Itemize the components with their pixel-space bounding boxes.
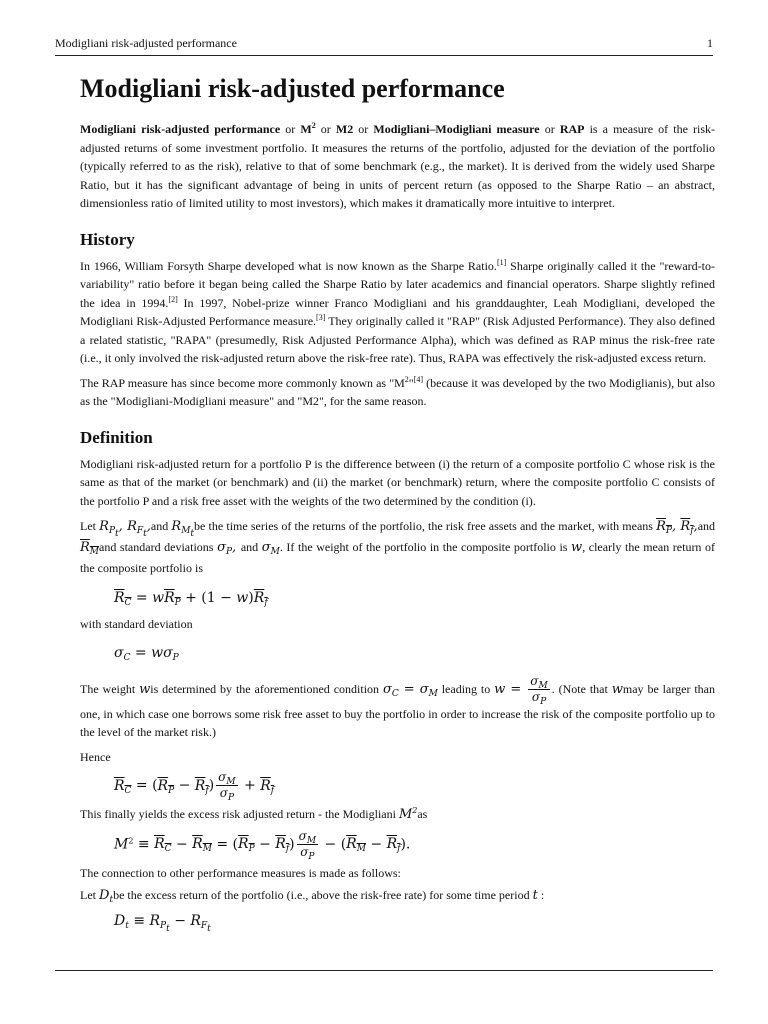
definition-let-paragraph: Let $R_{P_t}$, $R_{F_t},and$ $R_{M_t}be$ the time series of the returns of the portfolio, the risk free assets and the market, with means $R_P$, $R_f,and$ $R_Mand$ standard deviations $\sigma_P$, and $\sigma_M$. If the weight of the portfolio in the composite portfolio is w, clearly the mean return of the composite portfolio is [80,519,716,575]
formula-inline: $\sigma_C = \sigma_M$ [382,681,438,699]
ref-link-1[interactable]: [1] [496,257,507,267]
equation-m-squared: $M^2 \equiv R_C - R_M = (R_P - R_f)$ $\frac{\sigma_M}{\sigma_P}$ − $(R_M - R_f)$. [114,828,411,862]
hence-text: Hence [80,749,111,764]
with-sd-text: with standard deviation [80,617,193,631]
section-heading-definition: Definition [80,427,153,447]
formula-inline: $R_M$ [80,540,100,557]
formula-inline: w = $\frac{\sigma_M}{\sigma_P}$ [494,673,548,707]
formula-inline: $R_{P_t}$, $R_{F_t}$, [99,519,151,539]
formula-inline: t [532,888,538,903]
definition-paragraph-1: Modigliani risk-adjusted return for a portfolio P is the difference between (i) the return of a composite portfolio C whose risk is the same as that of the market (or benchmark) and (ii) the market (or benchmark) return, where the composite portfolio C consists of the portfolio P and a risk free asset with the weights of the two determined by the condition (i). [80,456,715,508]
ref-link-3[interactable]: [3] [316,313,326,322]
formula-inline: w [571,540,583,555]
equation-composite-mean: $R_C = wR_P + (1 - w)R_f$ [114,590,268,608]
page-title: Modigliani risk-adjusted performance [80,74,505,103]
formula-inline: w [611,681,623,697]
running-title: Modigliani risk-adjusted performance [55,36,237,50]
equation-composite-return: $R_C = (R_P - R_f)$ $\frac{\sigma_M}{\sigma_P}$ + $R_f$ [114,770,275,803]
intro-paragraph: Modigliani risk-adjusted performance or $M^2$ or M2 or Modigliani–Modigliani measure or RAP is a measure of the risk-adjusted returns of some investment portfolio. It measures the returns of the portfolio, adjusted for the deviation of the portfolio (typically referred to as the risk), relative to that of some benchmark (e.g., the market). It is derived from the widely used Sharpe Ratio, but it has the significant advantage of being in units of percent return (as opposed to the Sharpe Ratio – an abstract, dimensionless ratio of limited utility to most investors), which makes it dramatically more intuitive to interpret. [80,121,716,210]
formula-inline: $R_{M_t}$ [171,519,195,539]
article-body [80,68,715,938]
equation-excess-return: $D_t \equiv R_{P_t} - R_{F_t}$ [114,912,211,934]
term-mm-measure: Modigliani–Modigliani measure [373,122,540,136]
history-paragraph-1: In 1966, William Forsyth Sharpe developed what is now known as the Sharpe Ratio.[1] Sharpe originally called it the "reward-to-variability" ratio before it began being called the Sharpe Ratio by later academics and financial operators. Sharpe slightly refined the idea in 1994.[2] In 1997, Nobel-prize winner Franco Modigliani and his granddaughter, Leah Modigliani, developed the Modigliani Risk-Adjusted Performance measure.[3] They originally called it "RAP" (Risk Adjusted Performance). They also defined a related statistic, "RAPA" (presumedly, Risk Adjusted Performance Alpha), which was defined as RAP minus the risk-free rate (i.e., it only involved the risk-adjusted return above the risk-free rate). Thus, RAPA was effectively the risk-adjusted excess return. [80,257,716,365]
term-rap: RAP [559,122,585,136]
formula-inline: $R_P$, $R_f$, [656,519,698,536]
running-header [55,36,713,51]
formula-inline: $M^2$ [398,806,418,822]
term-m-squared: $M^2$ [300,121,316,136]
ref-link-2[interactable]: [2] [168,294,178,304]
let-excess-return-text: Let $D_tbe$ the excess return of the portfolio (i.e., above the risk-free rate) for some time period t : [80,888,545,905]
footer-rule [55,970,713,971]
term-m2: M2 [335,122,354,136]
formula-inline: $\sigma_M$ [261,540,280,557]
ref-link-4[interactable]: [4] [413,374,424,384]
weight-paragraph: The weight wis determined by the aforementioned condition $\sigma_C = \sigma_M$ leading to w = $\frac{\sigma_M}{\sigma_P}$ . (Note that wmay be larger than one, in which case one borrows some risk free asset to buy the portfolio in order to increase the risk of the composite portfolio up to the level of the market risk.) [80,673,716,739]
connection-text: The connection to other performance measures is made as follows: [80,865,401,880]
page-number: 1 [707,36,713,50]
history-paragraph-2: The RAP measure has since become more commonly known as "$M^2"[4]$ (because it was developed by the two Modiglianis), but also as the "Modigliani-Modigliani measure" and "M2", for the same reason. [80,374,716,408]
header-rule [55,55,713,56]
equation-composite-sd: $\sigma_C = w\sigma_P$ [114,644,179,663]
term-modigliani: Modigliani risk-adjusted performance [80,122,281,136]
section-heading-history: History [80,229,135,249]
formula-inline: $\sigma_P$, [217,540,241,557]
formula-inline: $D_t$ [99,888,114,905]
yields-text: This finally yields the excess risk adjusted return - the Modigliani $M^2as$ [80,806,428,822]
formula-inline: w [139,681,151,697]
